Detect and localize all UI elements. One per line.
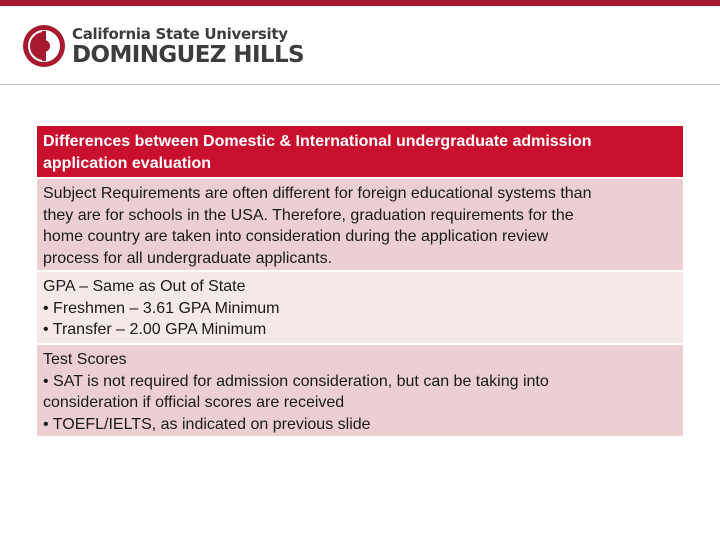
row-text-line: • TOEFL/IELTS, as indicated on previous slide bbox=[43, 416, 371, 434]
row-text-line: they are for schools in the USA. Therefore, graduation requirements for the bbox=[43, 206, 574, 224]
row-text-line: home country are taken into consideration during the application review bbox=[43, 228, 549, 246]
row-text-line: Subject Requirements are often different for foreign educational systems than bbox=[43, 185, 592, 202]
row-text-line: process for all undergraduate applicants. bbox=[43, 250, 333, 268]
row-text-line: consideration if official scores are received bbox=[43, 394, 345, 412]
row-text-line: • Freshmen – 3.61 GPA Minimum bbox=[43, 299, 280, 317]
table-row-test-scores bbox=[37, 343, 683, 436]
table-row-gpa bbox=[37, 270, 683, 343]
comparison-table bbox=[37, 126, 683, 436]
row-text-line: • SAT is not required for admission consideration, but can be taking into bbox=[43, 372, 549, 390]
row-text-line: GPA – Same as Out of State bbox=[43, 278, 246, 295]
header-divider bbox=[0, 84, 720, 85]
top-accent-bar bbox=[0, 0, 720, 6]
university-logo bbox=[22, 22, 304, 70]
logo-campus-name: DOMINGUEZ HILLS bbox=[72, 41, 304, 68]
table-row-subject-requirements bbox=[37, 177, 683, 270]
table-header bbox=[37, 126, 683, 177]
logo-university-name: California State University bbox=[72, 24, 288, 43]
university-seal-icon bbox=[22, 24, 66, 68]
row-text-line: • Transfer – 2.00 GPA Minimum bbox=[43, 321, 267, 339]
row-text-line: Test Scores bbox=[43, 351, 127, 368]
logo-wordmark bbox=[72, 25, 304, 68]
table-header-line: application evaluation bbox=[43, 154, 212, 172]
table-header-line: Differences between Domestic & International undergraduate admission bbox=[43, 133, 592, 150]
